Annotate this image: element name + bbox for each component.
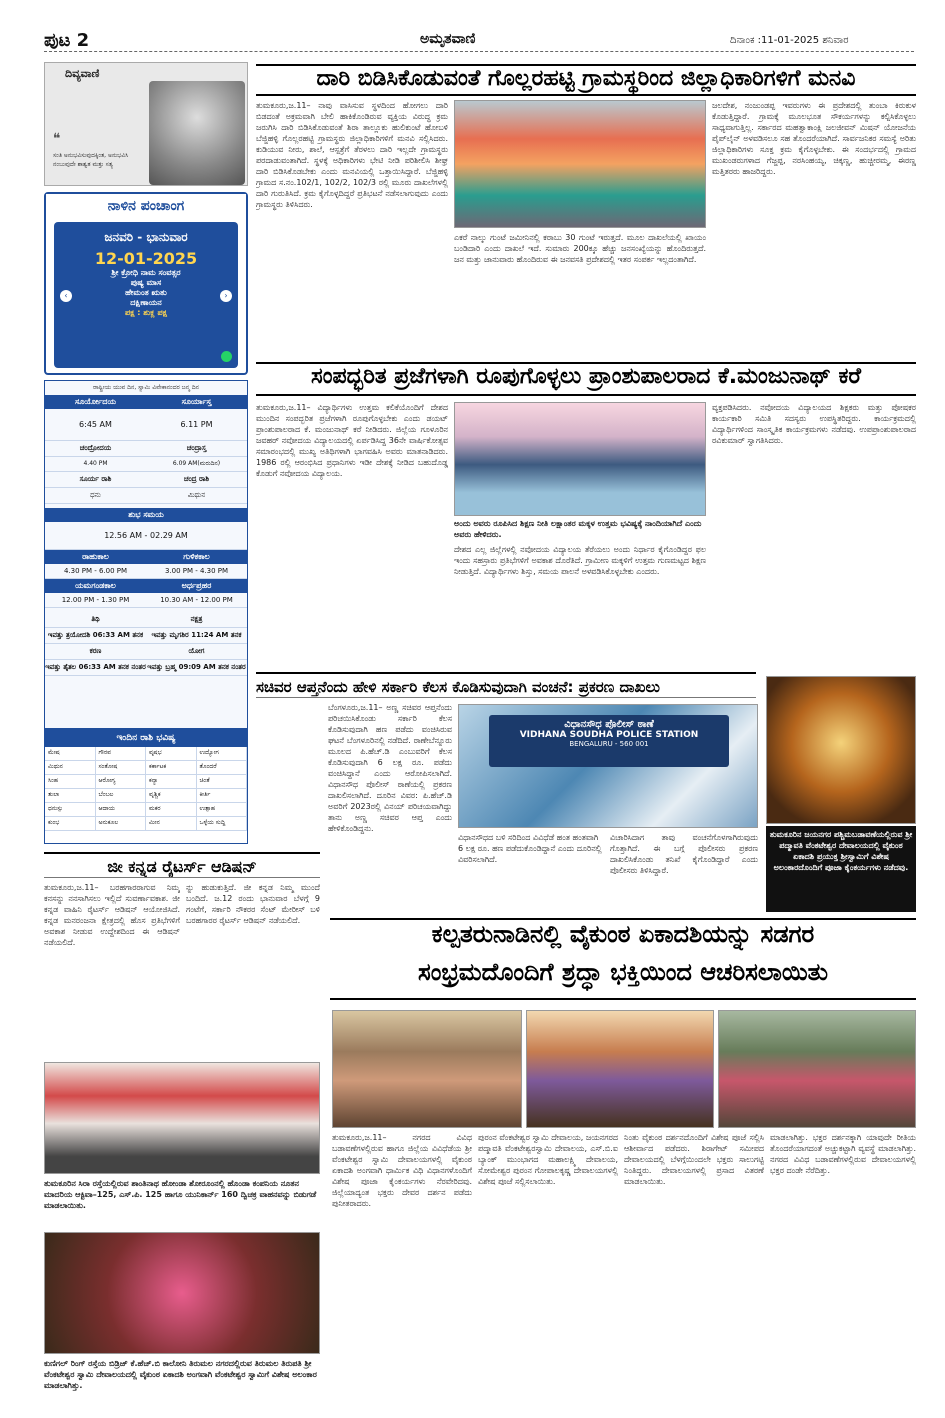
article2-col1: ತುಮಕೂರು,ಜ.11– ವಿದ್ಯಾರ್ಥಿಗಳು ಉತ್ತಮ ಕಲಿಕೆಯೊಂದಿಗೆ ದೇಶದ ಮುಂದಿನ ಸಂಪದ್ಭರಿತ ಪ್ರಜೆಗಳಾಗಿ ರೂಪುಗೊಳ್ಳಬೇಕು ಎಂದು ಡಯಟ್ ಪ್ರಾಂಶುಪಾಲರಾದ ಕೆ. ಮಂಜುನಾಥ್ ಕರೆ ನೀಡಿದರು. ಜಿಲ್ಲೆಯ ಗೂಳೂರಿನ ಜವಹರ್ ನವೋದಯ ವಿದ್ಯಾಲಯದಲ್ಲಿ ಏರ್ಪಡಿಸಿದ್ದ 36ನೇ ವಾರ್ಷಿಕೋತ್ಸವ ಸಮಾರಂಭದಲ್ಲಿ ಮುಖ್ಯ ಅತಿಥಿಗಳಾಗಿ ಭಾಗವಹಿಸಿ ಅವರು ಮಾತನಾಡಿದರು. 1986 ರಲ್ಲಿ ಆರಂಭಿಸಿದ ಪ್ರಧಾನಿಗಳು ಇಡೀ ದೇಶಕ್ಕೆ ನೀಡಿದ ಬಹುದೊಡ್ಡ ಕೊಡುಗೆ ನವೋದಯ ವಿದ್ಯಾಲಯ. — [256, 403, 448, 478]
rashi-cell: ಉದ್ಯೋಗ — [197, 747, 248, 761]
rashi-cell: ಅನುಕೂಲ — [96, 817, 147, 831]
moonset-label: ಚಂದ್ರಾಸ್ತ — [186, 444, 207, 452]
festival-photo-1 — [332, 1010, 522, 1128]
police-sign — [489, 715, 729, 767]
article4-title-line1: ಕಲ್ಪತರುನಾಡಿನಲ್ಲಿ ವೈಕುಂಠ ಏಕಾದಶಿಯನ್ನು ಸಡಗರ — [330, 918, 916, 954]
rashi-cell: ಮಕರ — [146, 803, 197, 817]
yoga-label: ಯೋಗ — [188, 647, 205, 655]
whatsapp-icon[interactable] — [221, 351, 232, 362]
issue-date: ದಿನಾಂಕ :11-01-2025 ಶನಿವಾರ — [730, 35, 849, 46]
rashi-cell: ಒಳ್ಳೆಯ ಸುದ್ದಿ — [197, 817, 248, 831]
rashi-cell: ಬೆಂಬಲ — [96, 789, 147, 803]
prev-arrow-icon[interactable]: ‹ — [60, 290, 72, 302]
rashi-cell: ಮೀನ — [146, 817, 197, 831]
article2-title: ಸಂಪದ್ಭರಿತ ಪ್ರಜೆಗಳಾಗಿ ರೂಪುಗೊಳ್ಳಲು ಪ್ರಾಂಶುಪಾಲರಾದ ಕೆ.ಮಂಜುನಾಥ್ ಕರೆ — [256, 362, 916, 396]
article4-col3: ನಿಂತು ವೈಕುಂಠ ದರ್ಶನದೊಂದಿಗೆ ವಿಶೇಷ ಪೂಜೆ ಸಲ್ಲಿಸಿ ಆಶೀರ್ವಾದ ಪಡೆದರು. ಶಿರಾಗೇಟ್ ಸಮೀಪದ ದೇವಾಲಯದಲ್ಲಿ ಬೆಳಗ್ಗೆಯಿಂದಲೇ ಭಕ್ತರು ಸಾಲುಗಟ್ಟಿ ನಿಂತಿದ್ದರು. ದೇವಾಲಯಗಳಲ್ಲಿ ಪ್ರಸಾದ ವಿತರಣೆ ಮಾಡಲಾಯಿತು. — [624, 1133, 764, 1186]
rashi-cell: ತುಲಾ — [45, 789, 96, 803]
zee-title: ಜೀ ಕನ್ನಡ ರೈಟರ್ಸ್ ಆಡಿಷನ್ — [44, 852, 320, 878]
moonrise-label: ಚಂದ್ರೋದಯ — [79, 444, 112, 452]
rashi-cell: ತೊಂದರೆ — [197, 761, 248, 775]
police-photo-caption: ವಿಧಾನಸೌಧದ ಬಳಿ ಸರಿದಿಂದ ವಿವಿಧೆಡೆ ಹಂತ ಹಂತವಾಗಿ 6 ಲಕ್ಷ ರೂ. ಹಣ ಪಡೆದುಕೊಂಡಿದ್ದಾನೆ ಎಂದು ದೂರಿನಲ್ಲಿ ವಿವರಿಸಲಾಗಿದೆ. — [458, 833, 602, 864]
chandra-rashi: ಮಿಥುನ — [187, 491, 206, 499]
rashi-cell: ಕನ್ಯಾ — [146, 775, 197, 789]
article2-caption: ಅಂದು ಅವರು ರೂಪಿಸಿದ ಶಿಕ್ಷಣ ನೀತಿ ಲಕ್ಷಾಂತರ ಮಕ್ಕಳ ಉತ್ತಮ ಭವಿಷ್ಯಕ್ಕೆ ನಾಂದಿಯಾಗಿದೆ ಎಂದು ಅವರು ಹೇಳಿದರು. — [454, 519, 702, 539]
police-sign-city: BENGALURU - 560 001 — [569, 740, 649, 748]
gulika-time: 3.00 PM - 4.30 PM — [164, 567, 229, 575]
rahu-label: ರಾಹುಕಾಲ — [82, 552, 109, 561]
shubha-label: ಶುಭ ಸಮಯ — [45, 508, 247, 522]
rashi-cell: ಗೌರವ — [96, 747, 147, 761]
article2-col2: ದೇಶದ ಎಲ್ಲ ಜಿಲ್ಲೆಗಳಲ್ಲಿ ನವೋದಯ ವಿದ್ಯಾಲಯ ತೆರೆಯಲು ಅಂದು ನಿರ್ಧಾರ ಕೈಗೊಂಡಿದ್ದರ ಫಲ ಇಂದು ಸಹಸ್ರಾರು ಪ್ರತಿಭೆಗಳಿಗೆ ಅವಕಾಶ ದೊರೆತಿದೆ. ಗ್ರಾಮೀಣ ಮಕ್ಕಳಿಗೆ ಉತ್ತಮ ಗುಣಮಟ್ಟದ ಶಿಕ್ಷಣ ನೀಡುತ್ತಿದೆ. ವಿದ್ಯಾರ್ಥಿಗಳು ಶಿಸ್ತು, ಸಮಯ ಪಾಲನೆ ಅಳವಡಿಸಿಕೊಳ್ಳಬೇಕು ಎಂದರು. — [454, 545, 706, 576]
panchanga-samvatsara: ಶ್ರೀ ಕ್ರೋಧಿ ನಾಮ ಸಂವತ್ಸರ — [111, 268, 181, 277]
article4-col4: ಮಾಡಲಾಗಿತ್ತು. ಭಕ್ತರ ದರ್ಶನಕ್ಕಾಗಿ ಯಾವುದೇ ರೀತಿಯ ತೊಂದರೆಯಾಗದಂತೆ ಅಚ್ಚುಕಟ್ಟಾಗಿ ವ್ಯವಸ್ಥೆ ಮಾಡಲಾಗಿತ್ತು. ನಗರದ ವಿವಿಧ ಬಡಾವಣೆಗಳಲ್ಲಿರುವ ದೇವಾಲಯಗಳಲ್ಲಿ ಭಕ್ತರ ದಂಡೇ ನೆರೆದಿತ್ತು. — [770, 1133, 916, 1175]
next-arrow-icon[interactable]: › — [220, 290, 232, 302]
rashi-cell: ವೃಷಭ — [146, 747, 197, 761]
police-station-photo — [458, 704, 758, 828]
yoga-value: ಇವತ್ತು ಬ್ರಹ್ಮ 09:09 AM ತನಕ ನಂತರ — [147, 663, 246, 671]
karana-value: ಇವತ್ತು ತೈತಲ 06:33 AM ತನಕ ನಂತರ — [45, 663, 146, 671]
panchanga-paksha: ಪಕ್ಷ : ಶುಕ್ಲ ಪಕ್ಷ — [125, 308, 167, 317]
rashi-cell: ಕುಂಭ — [45, 817, 96, 831]
rashi-cell: ಕೀರ್ತಿ — [197, 789, 248, 803]
quote-icon: ❝ — [53, 131, 61, 147]
article2-photo — [454, 402, 706, 516]
rashi-title: ಇಂದಿನ ರಾಶಿ ಭವಿಷ್ಯ — [45, 729, 247, 747]
portrait-image — [149, 81, 245, 185]
panchanga-rutu: ಹೇಮಂತ ಋತು — [125, 288, 167, 297]
rashi-cell: ಸಂತೋಷ — [96, 761, 147, 775]
surya-rashi-label: ಸೂರ್ಯ ರಾಶಿ — [79, 475, 112, 483]
zee-col1: ತುಮಕೂರು,ಜ.11– ಬರಹಗಾರರಾಗುವ ನಿಮ್ಮ ಕನಸನ್ನು ನನಸಾಗಿಸಲು ಇಲ್ಲಿದೆ ಸುವರ್ಣಾವಕಾಶ. ಜೀ ಕನ್ನಡ ವಾಹಿನಿ ರೈಟರ್ಸ್ ಆಡಿಷನ್ ಆಯೋಜಿಸಿದೆ. ಕನ್ನಡ ಮನರಂಜನಾ ಕ್ಷೇತ್ರದಲ್ಲಿ ಹೊಸ ಪ್ರತಿಭೆಗಳಿಗೆ ಅವಕಾಶ ನೀಡುವ ಉದ್ದೇಶದಿಂದ ಈ ಆಡಿಷನ್ ನಡೆಯಲಿದೆ. — [44, 883, 180, 947]
yama-time: 12.00 PM - 1.30 PM — [61, 596, 130, 604]
panchanga-month: ಜನವರಿ - ಭಾನುವಾರ — [104, 230, 188, 244]
panchanga-box — [44, 192, 248, 375]
nakshatra-label: ನಕ್ಷತ್ರ — [190, 615, 203, 623]
rashi-cell: ಉತ್ಸಾಹ — [197, 803, 248, 817]
rashi-cell: ಧನುಸ್ಸು — [45, 803, 96, 817]
rashi-cell: ಆರೋಗ್ಯ — [96, 775, 147, 789]
sunset-label: ಸೂರ್ಯಾಸ್ತ — [181, 397, 212, 406]
panchanga-title: ನಾಳಿನ ಪಂಚಾಂಗ — [46, 194, 246, 218]
divyavani-label: ದಿವ್ಯವಾಣಿ — [65, 67, 100, 80]
nakshatra-value: ಇವತ್ತು ಮೃಗಶಿರ 11:24 AM ತನಕ — [151, 631, 242, 639]
moonrise-time: 4.40 PM — [83, 460, 108, 467]
tithi-label: ತಿಥಿ — [91, 615, 100, 623]
sunrise-label: ಸೂರ್ಯೋದಯ — [74, 397, 117, 406]
sunrise-time: 6:45 AM — [79, 420, 112, 429]
rashi-box — [44, 728, 248, 844]
goddess-caption: ಕುಣಿಗಲ್ ರಿಂಗ್ ರಸ್ತೆಯ ಬಿಡ್ರಿಜ್ ಕೆ.ಹೆಚ್.ಬಿ ಕಾಲೋನಿ ತಿರುಮಲ ನಗರದಲ್ಲಿರುವ ತಿರುಮಲ ತಿರುಪತಿ ಶ್ರೀ ವೆಂಕಟೇಶ್ವರ ಸ್ವಾಮಿ ದೇವಾಲಯದಲ್ಲಿ ವೈಕುಂಠ ಏಕಾದಶಿ ಅಂಗವಾಗಿ ವೆಂಕಟೇಶ್ವರ ಸ್ವಾಮಿಗೆ ವಿಶೇಷ ಅಲಂಕಾರ ಮಾಡಲಾಗಿತ್ತು. — [44, 1359, 317, 1390]
page-number: ಪುಟ 2 — [44, 30, 90, 51]
ardha-time: 10.30 AM - 12.00 PM — [160, 596, 233, 604]
article2-col3: ವ್ಯಕ್ತಪಡಿಸಿದರು. ನವೋದಯ ವಿದ್ಯಾಲಯದ ಶಿಕ್ಷಕರು ಮತ್ತು ಪೋಷಕರ ಕಾರ್ಯಕಾರಿ ಸಮಿತಿ ಸದಸ್ಯರು ಉಪಸ್ಥಿತರಿದ್ದರು. ಕಾರ್ಯಕ್ರಮದಲ್ಲಿ ವಿದ್ಯಾರ್ಥಿಗಳಿಂದ ಸಾಂಸ್ಕೃತಿಕ ಕಾರ್ಯಕ್ರಮಗಳು ನಡೆದವು. ಉಪಪ್ರಾಂಶುಪಾಲರಾದ ರವಿಕುಮಾರ್ ಸ್ವಾಗತಿಸಿದರು. — [712, 403, 916, 445]
article4-title-line2: ಸಂಭ್ರಮದೊಂದಿಗೆ ಶ್ರದ್ಧಾ ಭಕ್ತಿಯಿಂದ ಆಚರಿಸಲಾಯಿತು — [330, 958, 916, 1000]
temple-caption: ತುಮಕೂರಿನ ಜಯನಗರ ಪಶ್ಚಿಮಬಡಾವಣೆಯಲ್ಲಿರುವ ಶ್ರೀ ಪದ್ಮಾವತಿ ವೆಂಕಟೇಶ್ವರ ದೇವಾಲಯದಲ್ಲಿ ವೈಕುಂಠ ಏಕಾದಶಿ ಪ್ರಯುಕ್ತ ಶ್ರೀಸ್ವಾಮಿಗೆ ವಿಶೇಷ ಅಲಂಕಾರದೊಂದಿಗೆ ಪೂಜಾ ಕೈಂಕರ್ಯಗಳು ನಡೆದವು. — [766, 826, 916, 912]
panchanga-note: ರಾಷ್ಟ್ರೀಯ ಯುವ ದಿನ, ಸ್ವಾಮಿ ವಿವೇಕಾನಂದರ ಜನ್ಮ ದಿನ — [93, 384, 199, 391]
yama-label: ಯಮಗಂಡಕಾಲ — [75, 581, 116, 590]
article1-col1: ತುಮಕೂರು,ಜ.11– ನಾವು ವಾಸಿಸುವ ಸ್ಥಳದಿಂದ ಹೋಗಲು ದಾರಿ ಬಿಡದಂತೆ ಅಕ್ರಮವಾಗಿ ಬೇಲಿ ಹಾಕಿಕೊಂಡಿರುವ ವ್ಯಕ್ತಿಯ ವಿರುದ್ಧ ಕ್ರಮ ಜರುಗಿಸಿ ದಾರಿ ಬಿಡಿಸಿಕೊಡುವಂತೆ ಶಿರಾ ತಾಲ್ಲೂಕು ಹುಲಿಕುಂಟೆ ಹೋಬಳಿ ಬೆಜ್ಜಿಹಳ್ಳಿ ಗೊಲ್ಲರಹಟ್ಟಿ ಗ್ರಾಮಸ್ಥರು ಜಿಲ್ಲಾಧಿಕಾರಿಗಳಿಗೆ ಮನವಿ ಸಲ್ಲಿಸಿದರು. ಕುಡಿಯುವ ನೀರು, ಶಾಲೆ, ಆಸ್ಪತ್ರೆಗೆ ತೆರಳಲು ದಾರಿ ಇಲ್ಲದೇ ಗ್ರಾಮಸ್ಥರು ಪರದಾಡುವಂತಾಗಿದೆ. ಸ್ಥಳಕ್ಕೆ ಅಧಿಕಾರಿಗಳು ಭೇಟಿ ನೀಡಿ ಪರಿಶೀಲಿಸಿ ಶೀಘ್ರ ದಾರಿ ಬಿಡಿಸಿಕೊಡಬೇಕು ಎಂದು ಮನವಿಯಲ್ಲಿ ಒತ್ತಾಯಿಸಿದ್ದಾರೆ. ಬೆಜ್ಜಿಹಳ್ಳಿ ಗ್ರಾಮದ ಸ.ನಂ.102/1, 102/2, 102/3 ರಲ್ಲಿ ಮೂರು ದಾಖಲೆಗಳಲ್ಲಿ ದಾರಿ ಗುರುತಿಸಿದೆ. ಕ್ರಮ ಕೈಗೊಳ್ಳದಿದ್ದರೆ ಪ್ರತಿಭಟನೆ ನಡೆಸಲಾಗುವುದು ಎಂದು ಗ್ರಾಮಸ್ಥರು ತಿಳಿಸಿದರು. — [256, 101, 448, 209]
sunset-time: 6.11 PM — [180, 420, 213, 429]
rahu-time: 4.30 PM - 6.00 PM — [63, 567, 128, 575]
panchanga-calendar — [54, 222, 238, 368]
rashi-cell: ಚಿಂತೆ — [197, 775, 248, 789]
moonset-time: 6.09 AM(ಮರುದಿನ) — [172, 460, 221, 467]
tithi-value: ಇವತ್ತು ತ್ರಯೋದಶಿ 06:33 AM ತನಕ — [47, 631, 144, 639]
honda-caption: ತುಮಕೂರಿನ ಸಿರಾ ರಸ್ತೆಯಲ್ಲಿರುವ ಶಾಂತಿನಾಥ ಹೋಂಡಾ ಶೋರೂಂನಲ್ಲಿ ಹೊಂಡಾ ಕಂಪನಿಯ ನೂತನ ಮಾದರಿಯ ಆಕ್ಟಿವಾ–125, ಎಸ್.ಪಿ. 125 ಹಾಗೂ ಯುನಿಕಾರ್ನ್ 160 ದ್ವಿಚಕ್ರ ವಾಹನವನ್ನು ಬಿಡುಗಡೆ ಮಾಡಲಾಯಿತು. — [44, 1179, 317, 1210]
rashi-cell: ಆದಾಯ — [96, 803, 147, 817]
police-sign-en: VIDHANA SOUDHA POLICE STATION — [519, 730, 699, 740]
divyavani-quote: ಸಂತಿ ಅನುಭವಿಸುವುದಕ್ಕಿಂತ, ಅನುಭವಿಸಿ ನಂಬುವುದೇ ಶಾಶ್ವತ ಮತ್ತು ಸತ್ಯ — [53, 152, 129, 168]
article1-col2: ಎಕರೆ ನಾಲ್ಕು ಗುಂಟೆ ಜಮೀನಿನಲ್ಲಿ ಕರಾಬು 30 ಗುಂಟೆ ಇರುತ್ತದೆ. ಮೂಲ ದಾಖಲೆಯಲ್ಲಿ ಖಾಯಂ ಬಂಡಿದಾರಿ ಎಂದು ದಾಖಲೆ ಇದೆ. ಸುಮಾರು 200ಕ್ಕೂ ಹೆಚ್ಚು ಜನಸಂಖ್ಯೆಯನ್ನು ಹೊಂದಿರುತ್ತದೆ. ಜನ ಮತ್ತು ಜಾನುವಾರು ಹೊಂದಿರುವ ಈ ಜನವಸತಿ ಪ್ರದೇಶದಲ್ಲಿ ಇತರ ಸಂಪರ್ಕ ಇಲ್ಲದಂತಾಗಿದೆ. — [454, 233, 706, 264]
surya-rashi: ಧನು — [90, 491, 101, 499]
rashi-grid — [45, 747, 247, 831]
panchanga-details — [44, 380, 248, 732]
article1-col3: ಜಲದೇಶ, ನಂಜುಂಡಪ್ಪ ಇವರುಗಳು ಈ ಪ್ರದೇಶದಲ್ಲಿ ತುಂಬಾ ಕಿರುಕುಳ ಕೊಡುತ್ತಿದ್ದಾರೆ. ಗ್ರಾಮಕ್ಕೆ ಮೂಲಭೂತ ಸೌಕರ್ಯಗಳನ್ನು ಕಲ್ಪಿಸಿಕೊಳ್ಳಲು ಸಾಧ್ಯವಾಗುತ್ತಿಲ್ಲ. ಸರ್ಕಾರದ ಮಹತ್ವಾಕಾಂಕ್ಷಿ ಜಲಜೀವನ್ ಮಿಷನ್ ಯೋಜನೆಯ ಪೈಪ್‌ಲೈನ್ ಅಳವಡಿಸಲೂ ಸಹ ತೊಂದರೆಯಾಗಿದೆ. ಸಾರ್ವಜನಿಕರ ಸಮಸ್ಯೆ ಅರಿತು ಜಿಲ್ಲಾಧಿಕಾರಿಗಳು ಸೂಕ್ತ ಕ್ರಮ ಕೈಗೊಳ್ಳಬೇಕು. ಈ ಸಂದರ್ಭದಲ್ಲಿ ಗ್ರಾಮದ ಮುಖಂಡರುಗಳಾದ ಗೆಜ್ಜಪ್ಪ, ನರಸಿಂಹಯ್ಯ, ಚಿಕ್ಕಣ್ಣ, ಹುಚ್ಚೀರಮ್ಮ, ಈರಣ್ಣ ಮತ್ತಿತರರು ಹಾಜರಿದ್ದರು. — [712, 101, 916, 176]
rashi-cell: ಮೇಷ — [45, 747, 96, 761]
chandra-rashi-label: ಚಂದ್ರ ರಾಶಿ — [183, 475, 210, 483]
article4-col2: ಪುರಂನ ವೆಂಕಟೇಶ್ವರ ಸ್ವಾಮಿ ದೇವಾಲಯ, ಜಯನಗರದ ಪದ್ಮಾವತಿ ವೆಂಕಟೇಶ್ವರಸ್ವಾಮಿ ದೇವಾಲಯ, ಎಸ್.ಬಿ.ಐ ಬ್ಯಾಂಕ್ ಮುಂಭಾಗದ ಮಹಾಲಕ್ಷ್ಮಿ ದೇವಾಲಯ, ಸೋಮೇಶ್ವರ ಪುರಂನ ಗೋಪಾಲಕೃಷ್ಣ ದೇವಾಲಯಗಳಲ್ಲಿ ವಿಶೇಷ ಪೂಜೆ ಸಲ್ಲಿಸಲಾಯಿತು. — [478, 1133, 618, 1186]
article3-title: ಸಚಿವರ ಆಪ್ತನೆಂದು ಹೇಳಿ ಸರ್ಕಾರಿ ಕೆಲಸ ಕೊಡಿಸುವುದಾಗಿ ವಂಚನೆ: ಪ್ರಕರಣ ದಾಖಲು — [256, 672, 756, 698]
newspaper-name: ಅಮೃತವಾಣಿ — [420, 31, 476, 47]
police-sign-kn: ವಿಧಾನಸೌಧ ಪೊಲೀಸ್ ಠಾಣೆ — [564, 719, 654, 730]
karana-label: ಕರಣ — [89, 647, 102, 655]
panchanga-ayana: ದಕ್ಷಿಣಾಯನ — [130, 298, 162, 307]
zee-col2: ನ್ನು ಹುಡುಕುತ್ತಿದೆ. ಜೀ ಕನ್ನಡ ನಿಮ್ಮ ಮುಂದೆ ಬಂದಿದೆ. ಜ.12 ರಂದು ಭಾನುವಾರ ಬೆಳಗ್ಗೆ 9 ಗಂಟೆಗೆ, ಸರ್ಕಾರಿ ನೌಕರರ ಸೆಂಟ್ ಮೇರೀಸ್ ಬಳಿ ಬರಹಗಾರರ ರೈಟರ್ಸ್ ಆಡಿಷನ್ ನಡೆಯಲಿದೆ. — [186, 883, 320, 925]
rashi-cell: ಸಿಂಹ — [45, 775, 96, 789]
rashi-cell: ವೃಶ್ಚಿಕ — [146, 789, 197, 803]
festival-photo-2 — [526, 1010, 714, 1128]
gulika-label: ಗುಳಿಕಕಾಲ — [183, 552, 210, 561]
shubha-time: 12.56 AM - 02.29 AM — [104, 531, 188, 540]
article3-col3: ವಿಚಾರಿಸಿದಾಗ ತಾವು ವಂಚನೆಗೊಳಗಾಗಿರುವುದು ಗೊತ್ತಾಗಿದೆ. ಈ ಬಗ್ಗೆ ಪೊಲೀಸರು ಪ್ರಕರಣ ದಾಖಲಿಸಿಕೊಂಡು ತನಿಖೆ ಕೈಗೊಂಡಿದ್ದಾರೆ ಎಂದು ಪೊಲೀಸರು ತಿಳಿಸಿದ್ದಾರೆ. — [610, 833, 758, 875]
festival-photo-3 — [718, 1010, 916, 1128]
article4-col1: ತುಮಕೂರು,ಜ.11– ನಗರದ ವಿವಿಧ ಬಡಾವಣೆಗಳಲ್ಲಿರುವ ಹಾಗೂ ಜಿಲ್ಲೆಯ ವಿವಿಧೆಡೆಯ ಶ್ರೀ ವೆಂಕಟೇಶ್ವರ ಸ್ವಾಮಿ ದೇವಾಲಯಗಳಲ್ಲಿ ವೈಕುಂಠ ಏಕಾದಶಿ ಅಂಗವಾಗಿ ಧಾರ್ಮಿಕ ವಿಧಿ ವಿಧಾನಗಳೊಂದಿಗೆ ವಿಶೇಷ ಪೂಜಾ ಕೈಂಕರ್ಯಗಳು ನೆರವೇರಿದವು. ಜಿಲ್ಲೆಯಾದ್ಯಂತ ಭಕ್ತರು ದೇವರ ದರ್ಶನ ಪಡೆದು ಪುನೀತರಾದರು. — [332, 1133, 472, 1208]
article3-body: ಬೆಂಗಳೂರು,ಜ.11– ಅಣ್ಣ ಸಚಿವರ ಆಪ್ತನೆಂದು ಪರಿಚಯಿಸಿಕೊಂಡು ಸರ್ಕಾರಿ ಕೆಲಸ ಕೊಡಿಸುವುದಾಗಿ ಹಣ ಪಡೆದು ವಂಚಿಸಿರುವ ಘಟನೆ ಬೆಂಗಳೂರಿನಲ್ಲಿ ನಡೆದಿದೆ. ರಾಣೇಬೆನ್ನೂರು ಮೂಲದ ಪಿ.ಹೆಚ್.ಡಿ ಎಂಬುವರಿಗೆ ಕೆಲಸ ಕೊಡಿಸುವುದಾಗಿ 6 ಲಕ್ಷ ರೂ. ಪಡೆದು ವಂಚಿಸಿದ್ದಾನೆ ಎಂದು ಆರೋಪಿಸಲಾಗಿದೆ. ವಿಧಾನಸೌಧ ಪೊಲೀಸ್ ಠಾಣೆಯಲ್ಲಿ ಪ್ರಕರಣ ದಾಖಲಿಸಲಾಗಿದೆ. ದೂರಿನ ವಿವರ: ಪಿ.ಹೆಚ್.ಡಿ ಅವರಿಗೆ 2023ರಲ್ಲಿ ವಿನಯ್ ಪರಿಚಯವಾಗಿದ್ದು ತಾನು ಅಣ್ಣ ಸಚಿವರ ಆಪ್ತ ಎಂದು ಹೇಳಿಕೊಂಡಿದ್ದನು. — [328, 703, 452, 833]
article1-photo — [454, 100, 706, 228]
divyavani-box — [44, 62, 248, 186]
honda-showroom-photo — [44, 1062, 320, 1174]
temple-deity-photo — [766, 676, 916, 824]
rashi-cell: ಕರ್ಕಾಟಕ — [146, 761, 197, 775]
rashi-cell: ಮಿಥುನ — [45, 761, 96, 775]
panchanga-masa: ಪುಷ್ಯ ಮಾಸ — [130, 278, 162, 287]
panchanga-date: 12-01-2025 — [94, 249, 198, 268]
ardha-label: ಅರ್ಧಪ್ರಹರ — [181, 581, 212, 590]
article1-title: ದಾರಿ ಬಿಡಿಸಿಕೊಡುವಂತೆ ಗೊಲ್ಲರಹಟ್ಟಿ ಗ್ರಾಮಸ್ಥರಿಂದ ಜಿಲ್ಲಾಧಿಕಾರಿಗಳಿಗೆ ಮನವಿ — [256, 64, 916, 96]
goddess-photo — [44, 1232, 320, 1354]
